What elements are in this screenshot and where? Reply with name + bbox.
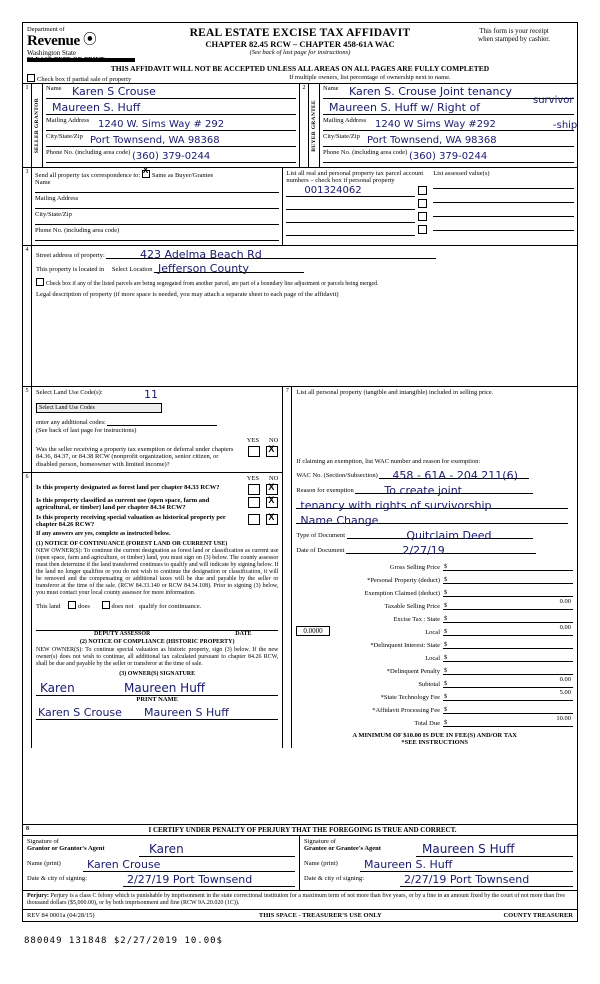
corr-mailing-label: Mailing Address [35, 194, 79, 202]
deputy-assessor-label: DEPUTY ASSESSOR [94, 631, 151, 638]
landuse-title-row [36, 389, 278, 401]
title-block [145, 27, 455, 56]
correspondence-num: 3 [23, 168, 32, 245]
parcel-block [283, 168, 577, 245]
revenue-label: Revenue [27, 32, 80, 49]
grantee-signature-value: Maureen S Huff [422, 841, 515, 856]
partial-sale-checkbox[interactable] [27, 74, 35, 82]
segregate-checkbox[interactable] [36, 278, 44, 286]
forest-land-question [36, 484, 278, 495]
continuance-qualify-row[interactable] [36, 601, 278, 610]
does-checkbox[interactable] [68, 601, 76, 609]
deputy-assessor-signature[interactable] [36, 616, 278, 631]
treasurer-stamp: 880049 131848 $2/27/2019 10.00$ [24, 936, 223, 946]
street-address-label: Street address of property: [36, 251, 105, 259]
corr-name-label: Name [35, 178, 51, 186]
historic-yes[interactable] [248, 514, 260, 525]
local-rate-row [296, 624, 573, 636]
parcel-title-2: numbers – check box if personal property [286, 176, 395, 184]
buyer-vertical-label: BUYER GRANTEE [309, 84, 320, 167]
grantee-name-label: Name (print) [304, 859, 338, 867]
dept-label: Department of [27, 26, 65, 33]
receipt-note [455, 27, 573, 44]
additional-codes-row[interactable] [36, 415, 278, 427]
buyer-city-value: Port Townsend, WA 98368 [367, 134, 497, 146]
print-name-label: PRINT NAME [136, 695, 178, 703]
historic-text: Is this property receiving special valuation as historical property per chapter 84.26 RCW? [36, 513, 226, 529]
local-value[interactable]: $ 0.00 [444, 623, 571, 635]
exemption-claimed-label: Exemption Claimed (deduct) [364, 589, 440, 597]
treasurer-space: THIS SPACE - TREASURER'S USE ONLY [258, 912, 382, 919]
corr-city-label: City/State/Zip [35, 210, 72, 218]
doc-type-row[interactable] [296, 528, 573, 543]
buyer-name2-value: Maureen S. Huff w/ Right of [329, 100, 481, 114]
landuse-see-back: (See back of last page for instructions) [36, 426, 137, 434]
grantor-signature-value: Karen [149, 841, 184, 856]
this-land-label: This land [36, 603, 61, 611]
corr-city-field[interactable] [35, 211, 279, 225]
tech-fee-label: *State Technology Fee [380, 693, 440, 701]
yes-label: YES [246, 474, 259, 482]
grantee-certify-col [300, 836, 577, 890]
buyer-mailing-label: Mailing Address [323, 116, 367, 124]
seller-phone-value: (360) 379-0244 [132, 150, 211, 162]
taxable-value[interactable]: $ 0.00 [444, 597, 571, 609]
wac-row[interactable] [296, 468, 573, 483]
buyer-name4-value: -ship [553, 119, 578, 131]
total-due-value[interactable]: $ 10.00 [444, 714, 571, 726]
reason-row[interactable] [296, 483, 573, 498]
affidavit-form [22, 22, 578, 922]
assessed-values-block [430, 168, 577, 245]
buyer-name-value: Karen S. Crouse Joint tenancy [349, 84, 513, 98]
grantee-date-value: 2/27/19 Port Townsend [404, 872, 530, 886]
parcel-number-field[interactable] [286, 198, 415, 210]
total-due-row [296, 715, 573, 727]
historic-question [36, 514, 278, 529]
seller-mailing-label: Mailing Address [46, 116, 90, 124]
tech-fee-value[interactable]: $ 5.00 [444, 688, 571, 700]
certify-banner-text: I CERTIFY UNDER PENALTY OF PERJURY THAT THE FOREGOING IS TRUE AND CORRECT. [148, 825, 457, 834]
delinq-penalty-label: *Delinquent Penalty [386, 667, 440, 675]
local-label: Local [425, 628, 440, 636]
see-instructions-note: *SEE INSTRUCTIONS [401, 738, 469, 746]
buyer-phone-label: Phone No. (including area code) [323, 148, 408, 156]
parcel-number-field[interactable] [286, 185, 415, 197]
personal-title: List all personal property (tangible and intangible) included in selling price. [296, 388, 494, 396]
grantee-name-field[interactable] [360, 856, 573, 872]
landuse-select[interactable]: Select Land Use Codes [36, 403, 162, 413]
correspondence-parcel-section [23, 167, 577, 245]
county-treasurer: COUNTY TREASURER [503, 912, 573, 919]
seller-name-field[interactable] [46, 85, 296, 99]
parcel-row[interactable] [286, 185, 427, 197]
parties-section [23, 83, 577, 167]
section6-num: 6 [23, 472, 32, 722]
perjury-note [23, 890, 577, 909]
gross-selling-row [296, 559, 573, 571]
notice-continuance-text: NEW OWNER(S): To continue the current designation as forest land or classification as current use (open space, farm and agriculture, or timber) land, you must sign on (3) below. The county assessor must then determine if the land transferred continues to qualify and will indicate by signing below. If the land no longer qualifies or you do not wish to continue the designation or classification, it will be removed and the compensating or additional taxes will be due and payable by the seller or transferor at the time of the sale. (RCW 84.33.140 or RCW 84.34.108). Prior to signing (3) below, you must contact your local county assessor for more information. [36, 547, 279, 597]
buyer-num: 2 [300, 84, 309, 167]
street-address-row[interactable] [36, 248, 573, 262]
grantee-sig-role: Grantee or Grantee's Agent [304, 844, 381, 852]
receipt-line-1: This form is your receipt [479, 27, 549, 35]
affidavit-fee-row [296, 702, 573, 714]
seller-name-value: Karen S Crouse [72, 84, 156, 98]
delinq-penalty-row [296, 663, 573, 675]
notice-continuance-heading: (1) NOTICE OF CONTINUANCE (FOREST LAND OR CURRENT USE) [36, 540, 228, 547]
no-label: NO [268, 436, 279, 444]
seller-num: 1 [23, 84, 32, 167]
buyer-name3-value: survivor [533, 94, 574, 106]
seller-exemption-yes[interactable] [248, 446, 260, 457]
form-footer [23, 909, 577, 921]
buyer-city-label: City/State/Zip [323, 132, 360, 140]
total-due-label: Total Due [414, 719, 440, 727]
buyer-name2-field[interactable] [323, 94, 574, 115]
certify-section [23, 824, 577, 921]
doc-date-row[interactable] [296, 543, 573, 558]
assessed-value-field[interactable] [433, 205, 574, 217]
current-use-question [36, 497, 278, 512]
grantor-date-value: 2/27/19 Port Townsend [127, 872, 253, 886]
landuse-yn-header [36, 437, 278, 444]
exemption-claimed-row [296, 585, 573, 597]
subtotal-value[interactable]: $ 0.00 [444, 675, 571, 687]
parcel-number-field[interactable] [286, 224, 415, 236]
no-label: NO [268, 474, 279, 482]
seller-phone-field[interactable] [46, 149, 296, 163]
forest-land-no[interactable] [266, 484, 278, 495]
personal-prop-value[interactable]: $ [443, 572, 573, 584]
exemption-claim-label: If claiming an exemption, list WAC number and reason for exemption: [296, 457, 481, 465]
legal-description-label: Legal description of property (if more space is needed, you may attach a separate sheet to each page of the affidavit) [36, 290, 339, 298]
state-label: Washington State [27, 48, 77, 57]
grantee-signature-field[interactable] [416, 841, 573, 857]
excise-state-row [296, 611, 573, 623]
grantor-name-field[interactable] [83, 856, 295, 872]
doc-date-value: 2/27/19 [402, 543, 445, 557]
warning-banner: THIS AFFIDAVIT WILL NOT BE ACCEPTED UNLESS ALL AREAS ON ALL PAGES ARE FULLY COMPLETED [110, 63, 490, 73]
reason-value-3: Name Change [300, 513, 379, 527]
certify-signatures [23, 835, 577, 890]
assessed-value-field[interactable] [433, 177, 574, 189]
delinq-local-row [296, 650, 573, 662]
delinq-interest-state-row [296, 637, 573, 649]
grantor-sig-role: Grantor or Grantor's Agent [27, 844, 105, 852]
seller-mailing-value: 1240 W. Sims Way # 292 [98, 118, 225, 130]
seller-vertical-label: SELLER GRANTOR [32, 84, 43, 167]
street-address-value: 423 Adelma Beach Rd [140, 247, 262, 261]
subtotal-label: Subtotal [418, 680, 440, 688]
current-use-no[interactable] [266, 497, 278, 508]
seller-name-label: Name [46, 84, 62, 92]
personal-num: 7 [283, 387, 292, 748]
assessed-value-field[interactable] [433, 219, 574, 231]
reason-value: To create joint [384, 483, 462, 497]
doc-type-label: Type of Document [296, 531, 346, 539]
perjury-label: Perjury: [27, 892, 49, 899]
wac-label: WAC No. (Section/Subsection) [296, 471, 378, 479]
grantee-name-value: Maureen S. Huff [364, 857, 453, 871]
seller-mailing-field[interactable] [46, 117, 296, 131]
buyer-phone-field[interactable] [323, 149, 574, 163]
buyer-mailing-value: 1240 W Sims Way #292 [375, 118, 496, 130]
wac-value: 458 - 61A - 204 211(6) [392, 468, 518, 482]
parcel-personal-checkbox[interactable] [418, 225, 427, 234]
yes-label: YES [246, 436, 259, 444]
corr-name-field[interactable] [35, 179, 279, 193]
exemption-claimed-value[interactable]: $ [443, 585, 573, 597]
delinq-local-value[interactable]: $ [443, 650, 573, 662]
delinq-int-state-label: *Delinquent Interest: State [370, 641, 440, 649]
does-label: does [78, 603, 90, 611]
personal-prop-label: *Personal Property (deduct) [367, 576, 440, 584]
grantor-name-value: Karen Crouse [87, 857, 161, 871]
parcel-number-field[interactable] [286, 211, 415, 223]
rev-number: REV 84 0001a (04/28/15) [27, 912, 95, 919]
deputy-date-label: DATE [235, 631, 252, 638]
forest-land-text: Is this property designated as forest land per chapter 84.33 RCW? [36, 483, 220, 491]
grantor-date-field[interactable] [123, 871, 295, 887]
does-not-checkbox[interactable] [102, 601, 110, 609]
seller-city-field[interactable] [46, 133, 296, 147]
owner-signature-line[interactable] [36, 678, 278, 696]
buyer-block [300, 84, 577, 167]
seller-name2-value: Maureen S. Huff [52, 100, 141, 114]
notice-compliance-text: NEW OWNER(S): To continue special valuation as historic property, sign (3) below. If the new owner(s) does not wish to continue, all additional tax calculated pursuant to chapter 84.26 RCW, shall be due and payable by the seller or transferor at the time of sale. [36, 646, 279, 667]
reason-value-2: tenancy with rights of survivorship [300, 498, 492, 512]
section6-yn-header [36, 475, 278, 482]
grantee-date-field[interactable] [400, 871, 573, 887]
personal-property-area[interactable] [296, 396, 573, 458]
buyer-name-label: Name [323, 84, 339, 92]
if-any-yes-note: If any answers are yes, complete as instructed below. [36, 530, 171, 537]
certify-num: 8 [26, 825, 29, 832]
street-num: 4 [23, 246, 32, 386]
assessed-value-field[interactable] [433, 191, 574, 203]
same-as-buyer-label: Same as Buyer/Grantee [151, 171, 214, 179]
parcel-row[interactable] [286, 211, 427, 223]
delinq-penalty-value[interactable]: $ [443, 663, 573, 675]
grantor-name-label: Name (print) [27, 859, 61, 867]
reason-row-2[interactable] [296, 498, 573, 513]
personal-property-column [283, 387, 577, 748]
street-section [23, 245, 577, 386]
seller-phone-label: Phone No. (including area code) [46, 148, 131, 156]
corr-phone-label: Phone No. (including area code) [35, 226, 120, 234]
landuse-num: 5 [23, 387, 32, 748]
buyer-phone-value: (360) 379-0244 [409, 150, 488, 162]
seller-name2-field[interactable] [46, 101, 296, 115]
receipt-line-2: when stamped by cashier. [478, 35, 550, 44]
section6-block [23, 472, 283, 722]
grantee-sig-label: Signature of [304, 837, 336, 845]
current-use-text: Is this property classified as current use (open space, farm and agricultural, or timber) land per chapter 84.34 RCW? [36, 496, 210, 512]
taxable-row [296, 598, 573, 610]
landuse-title: Select Land Use Code(s): [36, 388, 103, 396]
gross-value[interactable]: $ [443, 559, 573, 571]
correspondence-block [23, 168, 283, 245]
historic-no[interactable] [266, 514, 278, 525]
parcel-personal-checkbox[interactable] [418, 186, 427, 195]
swirl-icon: ⦿ [82, 33, 97, 49]
minimum-note: A MINIMUM OF $10.00 IS DUE IN FEE(S) AND/OR TAX [352, 731, 517, 739]
grantee-date-label: Date & city of signing: [304, 874, 364, 882]
delinq-int-state-value[interactable]: $ [443, 637, 573, 649]
multiple-owners-note: If multiple owners, list percentage of ownership next to name. [289, 73, 451, 81]
reason-row-3[interactable] [296, 513, 573, 528]
parcel-title-1: List all real and personal property tax parcel account [286, 169, 424, 177]
owner-signature-2: Maureen Huff [124, 680, 206, 695]
affidavit-fee-value[interactable]: $ [443, 702, 573, 714]
reason-label: Reason for exemption [296, 486, 354, 494]
owner-print-2: Maureen S Huff [144, 705, 229, 719]
excise-state-value[interactable]: $ [443, 611, 573, 623]
partial-sale-check[interactable] [27, 74, 289, 83]
parcel-row[interactable] [286, 224, 427, 236]
seller-exemption-question [36, 446, 278, 468]
seller-city-label: City/State/Zip [46, 132, 83, 140]
tech-fee-row [296, 689, 573, 701]
legal-description-area[interactable] [36, 298, 573, 384]
certify-banner [23, 824, 577, 835]
type-or-print-label: PLEASE TYPE OR PRINT [27, 55, 105, 63]
delinq-local-label: Local [425, 654, 440, 662]
segregate-label: Check box if any of the listed parcels are being segregated from another parcel, are part of a boundary line adjustment or parcels being merged. [46, 280, 379, 287]
correspondence-title-text: Send all property tax correspondence to: [35, 171, 141, 179]
select-location-dropdown[interactable]: Select Location [111, 265, 153, 273]
county-value: Jefferson County [158, 261, 249, 275]
landuse-value: 11 [144, 387, 158, 401]
form-chapter: CHAPTER 82.45 RCW – CHAPTER 458-61A WAC [205, 39, 395, 49]
assessed-title: List assessed value(s) [433, 169, 490, 177]
form-title: REAL ESTATE EXCISE TAX AFFIDAVIT [189, 27, 411, 39]
taxable-label: Taxable Selling Price [384, 602, 440, 610]
excise-state-label: Excise Tax : State [393, 615, 440, 623]
qualify-label: qualify for continuance. [139, 603, 202, 611]
notice-compliance-heading: (2) NOTICE OF COMPLIANCE (HISTORIC PROPERTY) [79, 639, 235, 646]
parcel-personal-checkbox[interactable] [418, 199, 427, 208]
current-use-yes[interactable] [248, 497, 260, 508]
seller-exemption-text: Was the seller receiving a property tax exemption or deferral under chapters 84.36, 84.37, or 84.38 RCW (nonprofit organization, senior citizen, or disabled person, homeowner with limited income)? [36, 445, 234, 468]
same-as-buyer-checkbox[interactable] [142, 170, 150, 178]
rate-box[interactable]: 0.0000 [296, 626, 329, 636]
partial-sale-row [23, 73, 577, 83]
grantor-signature-field[interactable] [139, 841, 295, 857]
additional-codes-label: enter any additional codes: [36, 418, 106, 426]
doc-date-label: Date of Document [296, 546, 345, 554]
personal-prop-row [296, 572, 573, 584]
corr-mailing-field[interactable] [35, 195, 279, 209]
seller-exemption-no[interactable] [266, 446, 278, 457]
owners-signature-heading: (3) OWNER(S) SIGNATURE [119, 670, 196, 677]
form-instructions-note: (See back of last page for instructions) [249, 49, 351, 56]
buyer-mailing-field[interactable] [323, 116, 578, 131]
correspondence-title [35, 170, 279, 179]
grantor-date-label: Date & city of signing: [27, 874, 87, 882]
does-not-label: does not [111, 603, 134, 611]
corr-phone-field[interactable] [35, 227, 279, 241]
grantor-certify-col [23, 836, 300, 890]
parcel-row[interactable] [286, 198, 427, 210]
perjury-text: Perjury is a class C felony which is punishable by imprisonment in the state correctional institution for a maximum term of not more than five years, or by a fine in an amount fixed by the court of not more than five thousand dollars ($5,000.00), or by both imprisonment and fine (RCW 9A.20.020 (1C)). [27, 892, 566, 906]
forest-land-yes[interactable] [248, 484, 260, 495]
grantor-sig-label: Signature of [27, 837, 59, 845]
gross-label: Gross Selling Price [389, 563, 440, 571]
parcel-personal-checkbox[interactable] [418, 212, 427, 221]
owner-signature-1: Karen [40, 680, 75, 695]
located-in-label: This property is located in [36, 265, 105, 273]
affidavit-fee-label: *Affidavit Processing Fee [372, 706, 440, 714]
county-row[interactable] [36, 262, 573, 276]
seller-block [23, 84, 300, 167]
owner-print-line[interactable] [36, 703, 278, 720]
subtotal-row [296, 676, 573, 688]
partial-sale-label: Check box if partial sale of property [37, 75, 132, 83]
parcel-number-value: 001324062 [304, 184, 362, 196]
doc-type-value: Quitclaim Deed [406, 528, 492, 542]
buyer-city-field[interactable] [323, 133, 574, 147]
seller-city-value: Port Townsend, WA 98368 [90, 134, 220, 146]
segregate-row[interactable] [36, 278, 573, 287]
owner-print-1: Karen S Crouse [38, 705, 122, 719]
